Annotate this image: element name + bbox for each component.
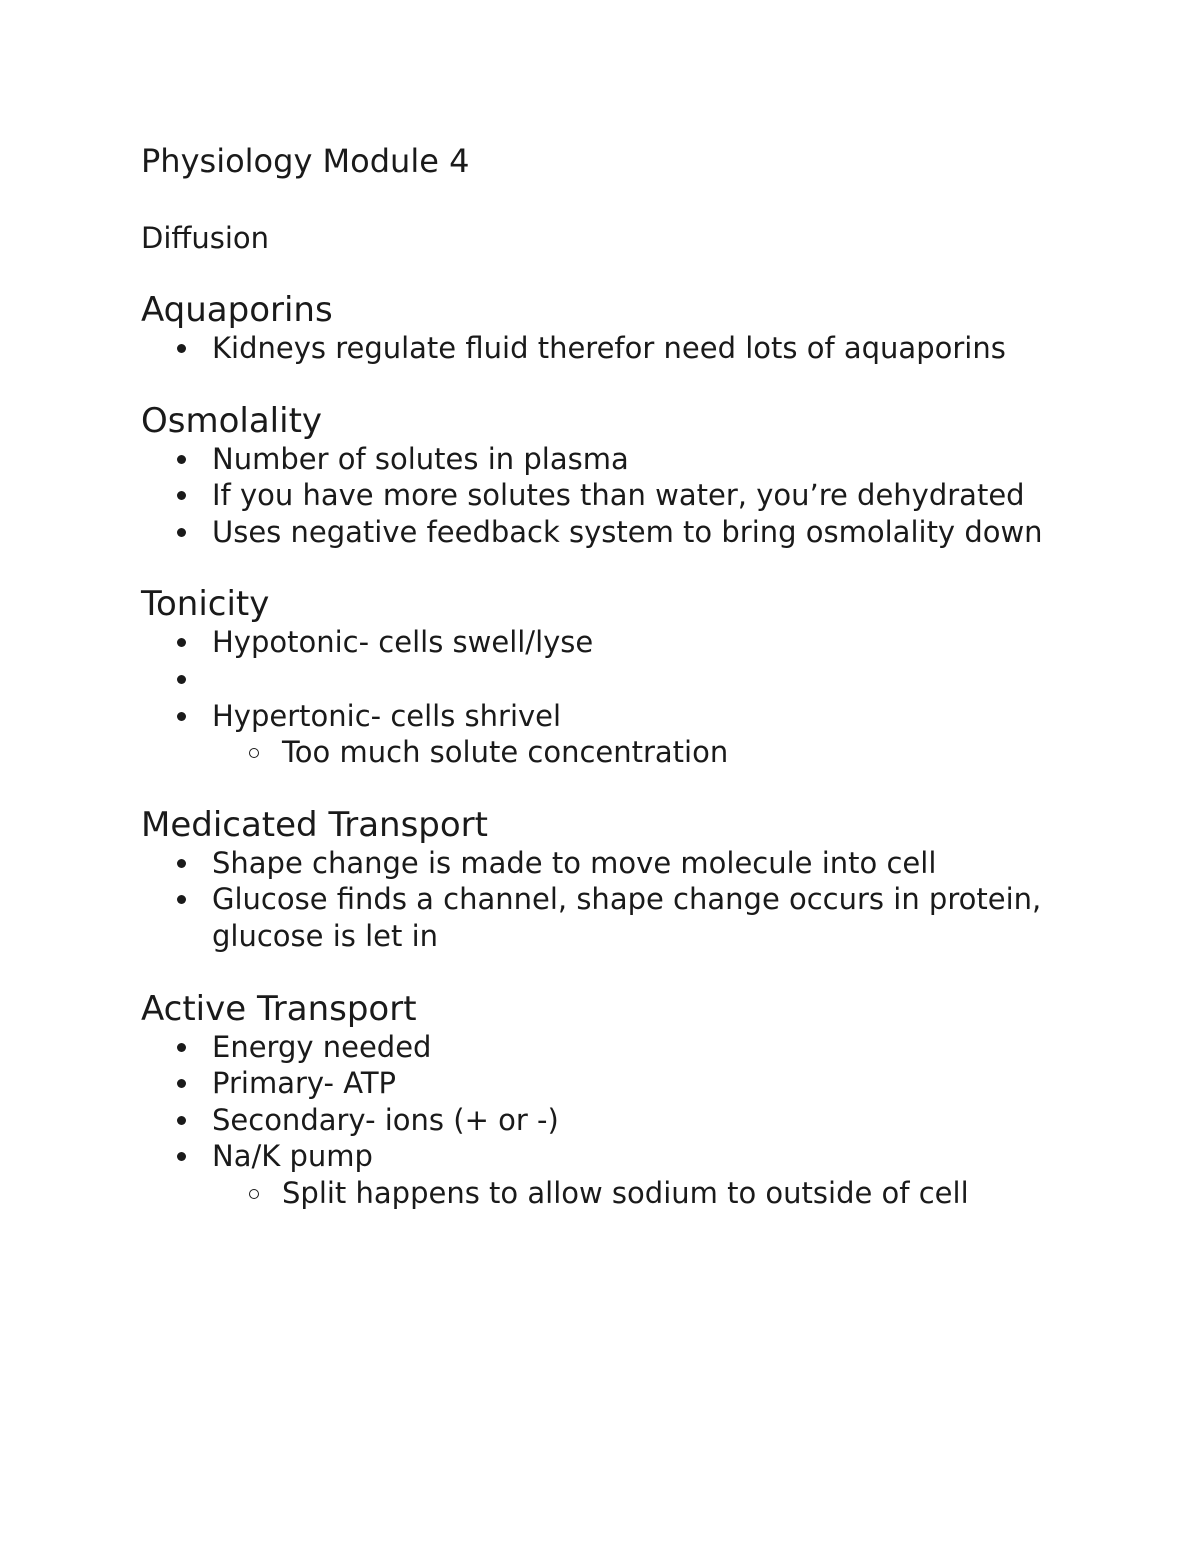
bullet-text: Number of solutes in plasma	[212, 441, 629, 476]
bullet-text: Kidneys regulate fluid therefor need lots of aquaporins	[212, 331, 1006, 365]
bullet-item	[141, 441, 1061, 478]
bullet-item	[141, 661, 1061, 698]
bullet-icon	[177, 1043, 186, 1052]
bullet-item	[141, 698, 1061, 771]
bullet-item	[141, 624, 1061, 661]
bullet-item	[141, 1029, 1061, 1066]
section	[141, 290, 1061, 367]
hollow-bullet-icon	[249, 1189, 259, 1199]
bullet-icon	[177, 528, 186, 537]
bullet-item	[141, 477, 1061, 514]
section-heading: Medicated Transport	[141, 804, 488, 845]
section-heading: Osmolality	[141, 400, 323, 441]
bullet-icon	[177, 1079, 186, 1088]
section-heading: Active Transport	[141, 988, 417, 1029]
bullet-icon	[177, 1116, 186, 1125]
bullet-item	[141, 845, 1061, 882]
sections-container	[141, 290, 1061, 1212]
bullet-icon	[177, 491, 186, 500]
bullet-text: Primary- ATP	[212, 1066, 397, 1101]
bullet-icon	[177, 895, 186, 904]
bullet-item	[141, 881, 1061, 954]
bullet-text: Uses negative feedback system to bring osmolality down	[212, 514, 1043, 549]
bullet-text: Hypotonic- cells swell/lyse	[212, 625, 594, 660]
document-page	[141, 138, 1061, 1212]
sub-bullet-item	[141, 1175, 1061, 1212]
section-heading: Tonicity	[141, 584, 270, 625]
document-subtitle: Diffusion	[141, 221, 270, 255]
bullet-text: Hypertonic- cells shrivel	[212, 698, 562, 733]
bullet-icon	[177, 1152, 186, 1161]
section-heading: Aquaporins	[141, 290, 333, 330]
bullet-list	[141, 441, 1061, 551]
bullet-icon	[177, 638, 186, 647]
document-title: Physiology Module 4	[141, 142, 470, 180]
bullet-icon	[177, 455, 186, 464]
bullet-icon	[177, 859, 186, 868]
bullet-item	[141, 514, 1061, 551]
bullet-text: Energy needed	[212, 1029, 432, 1064]
bullet-item	[141, 1102, 1061, 1139]
hollow-bullet-icon	[249, 748, 259, 758]
bullet-text: Secondary- ions (+ or -)	[212, 1102, 559, 1137]
bullet-list	[141, 1029, 1061, 1212]
section	[141, 401, 1061, 551]
bullet-icon	[177, 675, 186, 684]
section	[141, 805, 1061, 955]
bullet-text: If you have more solutes than water, you’re dehydrated	[212, 478, 1025, 513]
bullet-text: Shape change is made to move molecule into cell	[212, 845, 937, 880]
sub-bullet-text: Split happens to allow sodium to outside of cell	[282, 1175, 969, 1210]
bullet-icon	[177, 712, 186, 721]
sub-bullet-list	[141, 1175, 1061, 1212]
bullet-list	[141, 624, 1061, 770]
sub-bullet-list	[141, 734, 1061, 771]
bullet-icon	[177, 344, 186, 353]
sub-bullet-item	[141, 734, 1061, 771]
bullet-item	[141, 330, 1061, 367]
section	[141, 989, 1061, 1212]
bullet-text: Na/K pump	[212, 1139, 373, 1174]
sub-bullet-text: Too much solute concentration	[282, 735, 729, 770]
section	[141, 584, 1061, 770]
bullet-item	[141, 1065, 1061, 1102]
bullet-item	[141, 1138, 1061, 1211]
bullet-list	[141, 845, 1061, 955]
bullet-list	[141, 330, 1061, 367]
bullet-text: Glucose finds a channel, shape change occurs in protein, glucose is let in	[212, 882, 1042, 953]
